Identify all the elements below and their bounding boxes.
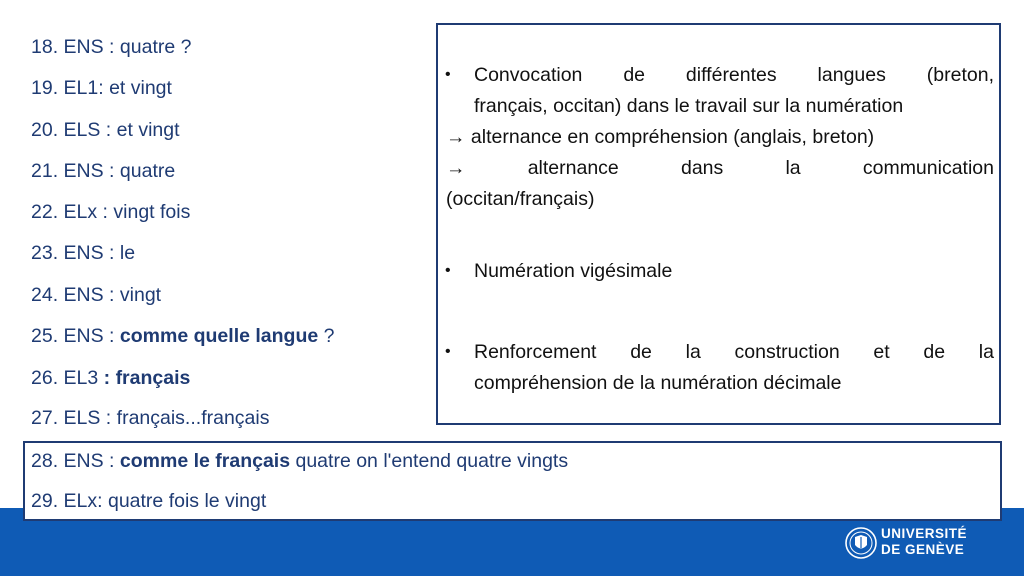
- university-seal-icon: [845, 527, 877, 559]
- bullet3-line1: Renforcement de la construction et de la: [474, 341, 994, 363]
- university-logo: [845, 524, 985, 562]
- dialogue-line-26: 26. EL3 : français: [31, 367, 191, 389]
- dialogue-line-24: 24. ENS : vingt: [31, 284, 162, 306]
- dialogue-line-18: 18. ENS : quatre ?: [31, 36, 192, 58]
- bullet1-line1: Convocation de différentes langues (breton,: [474, 64, 994, 86]
- dialogue-line-28: 28. ENS : comme le français quatre on l'entend quatre vingts: [31, 450, 569, 472]
- bullet-icon: •: [445, 262, 451, 279]
- dialogue-line-21: 21. ENS : quatre: [31, 160, 176, 182]
- dialogue-line-22: 22. ELx : vingt fois: [31, 201, 191, 223]
- university-name: UNIVERSITÉ DE GENÈVE: [881, 526, 968, 557]
- dialogue-line-20: 20. ELS : et vingt: [31, 119, 180, 141]
- dialogue-line-25: 25. ENS : comme quelle langue ?: [31, 325, 335, 347]
- dialogue-line-23: 23. ENS : le: [31, 242, 136, 264]
- arrow-line-2: → alternance dans la communication: [446, 157, 994, 179]
- dialogue-line-27: 27. ELS : français...français: [31, 407, 270, 429]
- bullet-icon: •: [445, 66, 451, 83]
- bullet2: Numération vigésimale: [474, 260, 673, 282]
- bullet1-line2: français, occitan) dans le travail sur la numération: [474, 95, 904, 117]
- dialogue-line-19: 19. EL1: et vingt: [31, 77, 172, 99]
- dialogue-line-29: 29. ELx: quatre fois le vingt: [31, 490, 267, 512]
- bullet3-line2: compréhension de la numération décimale: [474, 372, 842, 394]
- arrow-line-2-cont: (occitan/français): [446, 188, 595, 210]
- arrow-line-1: → alternance en compréhension (anglais, breton): [446, 126, 875, 148]
- bullet-icon: •: [445, 343, 451, 360]
